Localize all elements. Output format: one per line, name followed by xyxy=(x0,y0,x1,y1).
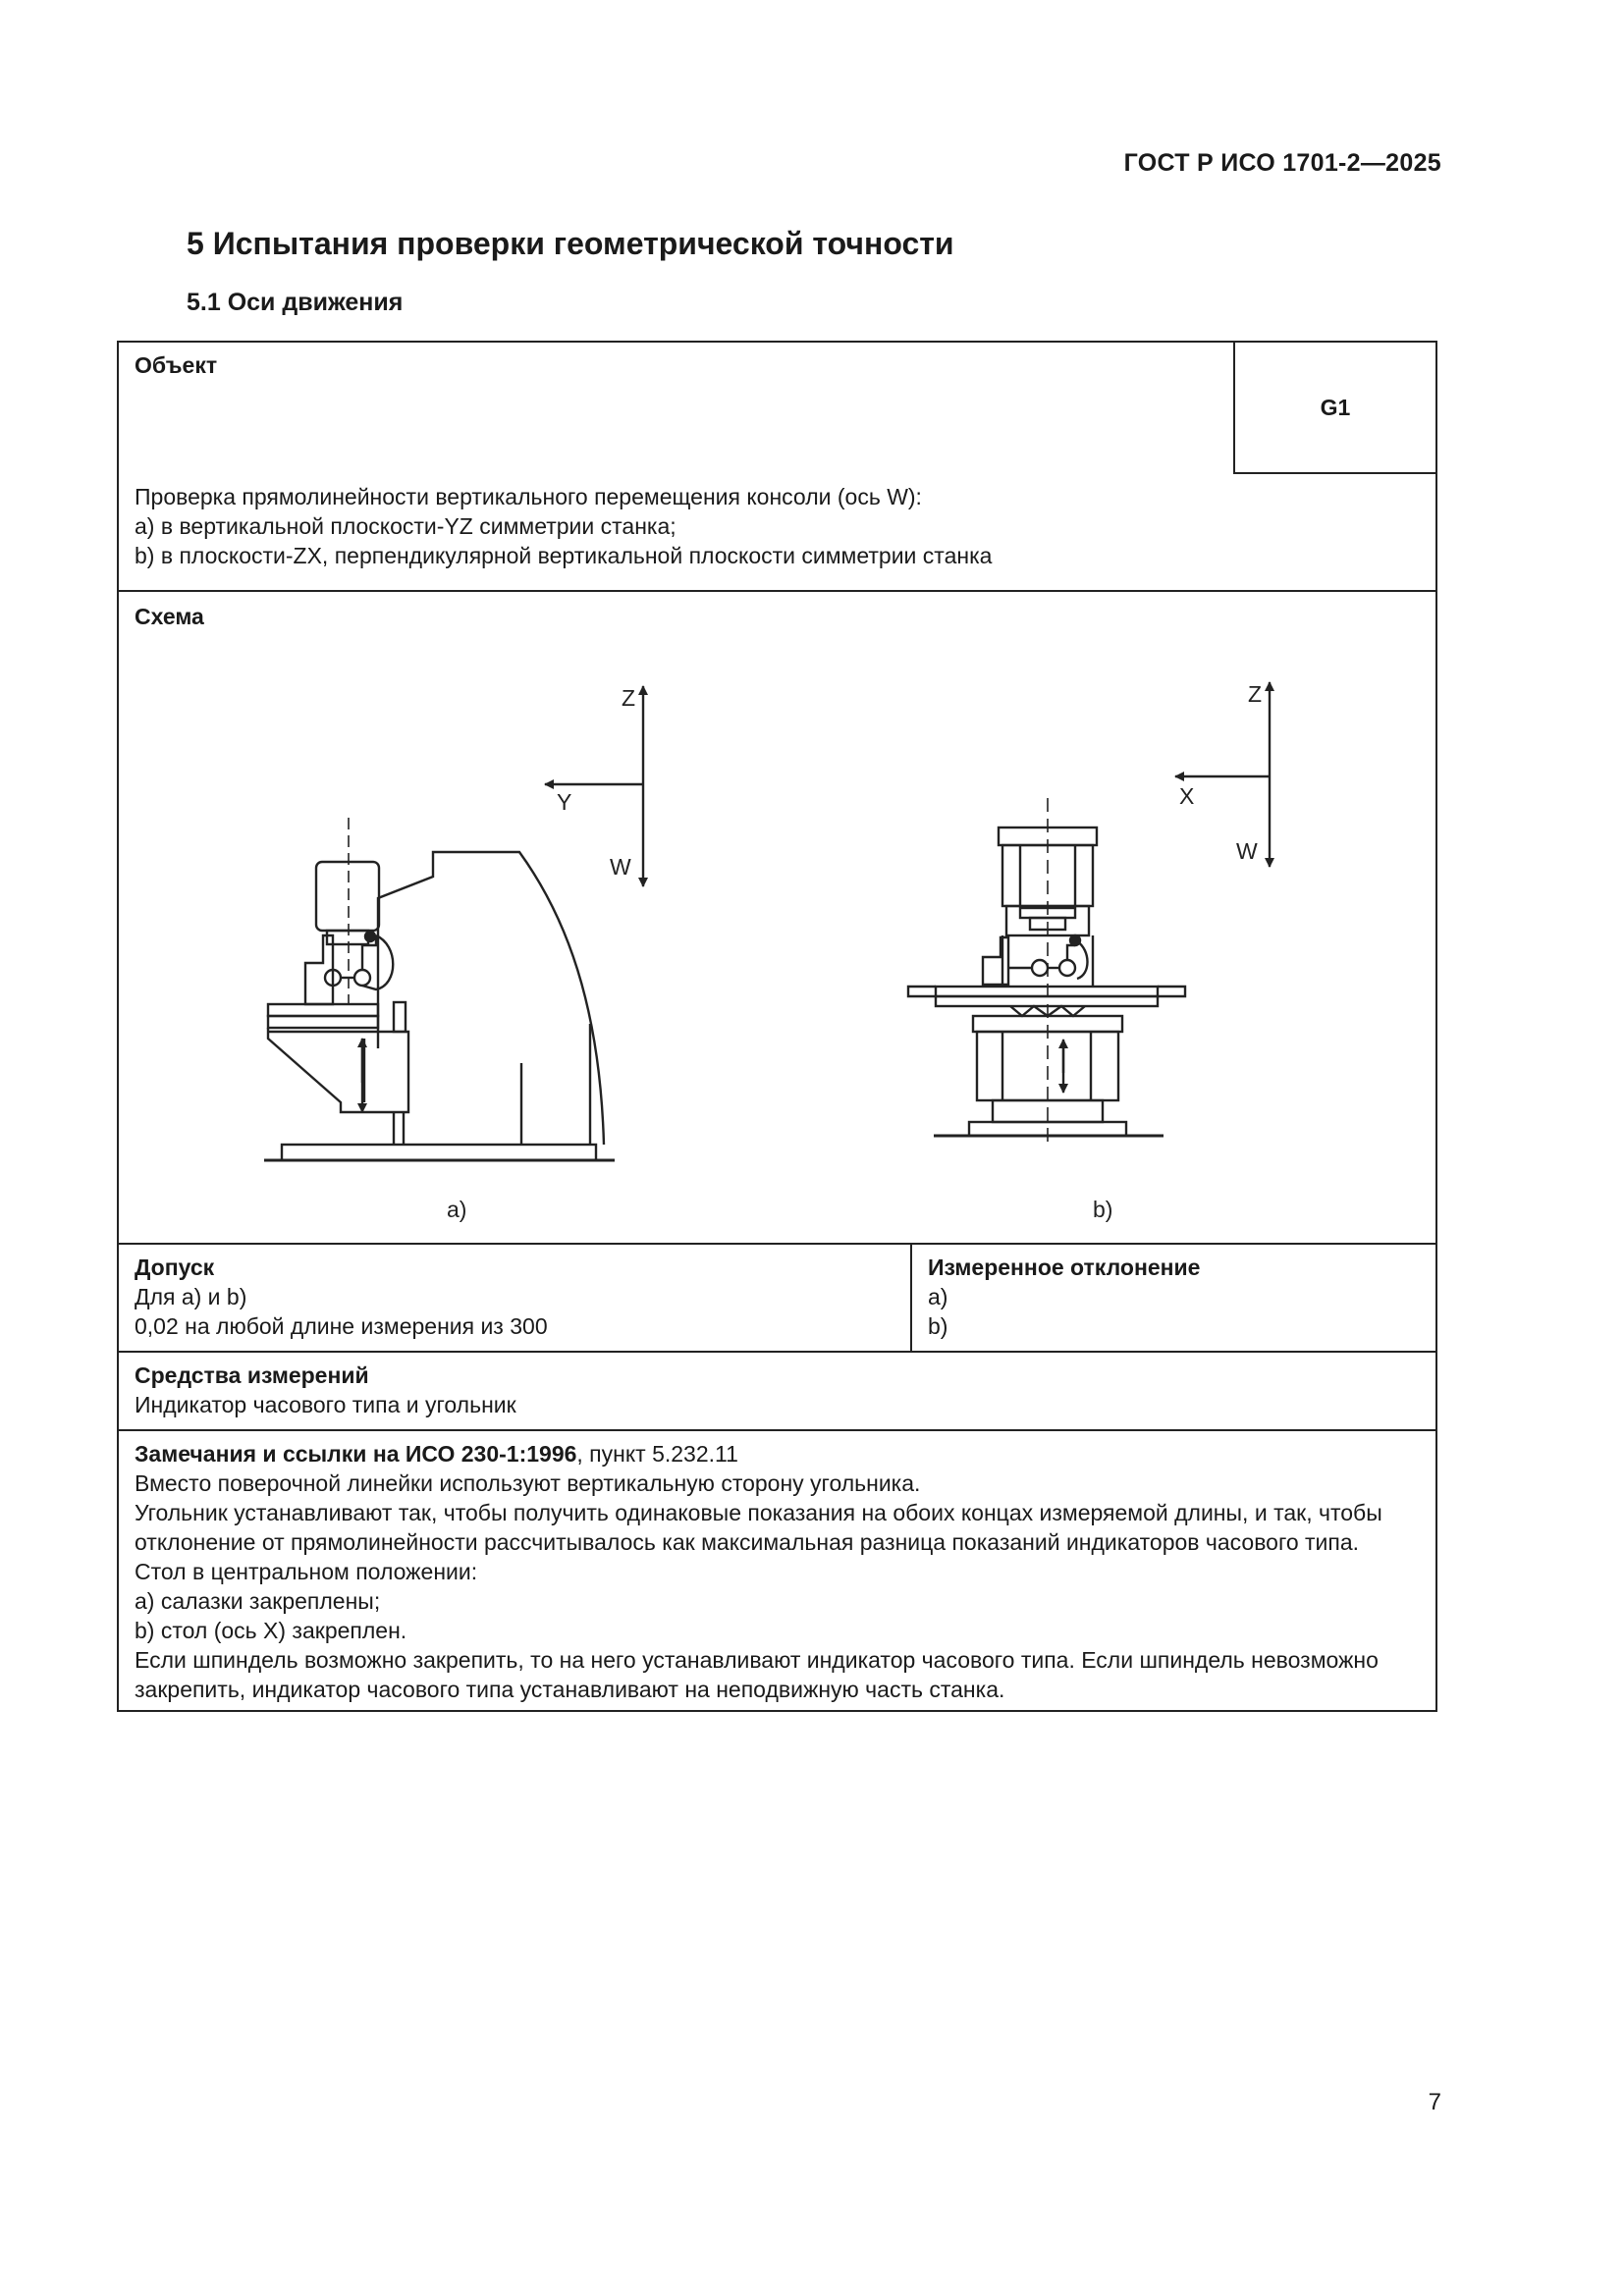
figure-b xyxy=(908,682,1270,1142)
notes-label: Замечания и ссылки на ИСО 230-1:1996 xyxy=(135,1441,577,1467)
document-code: ГОСТ Р ИСО 1701-2—2025 xyxy=(1123,149,1441,177)
scheme-drawing xyxy=(119,592,1435,1243)
machine-column-a xyxy=(378,852,604,1145)
object-description xyxy=(135,482,992,570)
axis-w-label-a: W xyxy=(610,854,631,880)
scheme-label: Схема xyxy=(135,604,204,629)
test-code-cell xyxy=(1233,343,1435,474)
table-and-knee-a xyxy=(268,1002,408,1145)
notes-line-5: b) стол (ось X) закреплен. xyxy=(135,1618,407,1643)
object-line-3: b) в плоскости-ZX, перпендикулярной вертикальной плоскости симметрии станка xyxy=(135,543,993,568)
figure-a-caption: a) xyxy=(447,1197,467,1222)
notes-line-4: a) салазки закреплены; xyxy=(135,1588,381,1614)
section-title: 5 Испытания проверки геометрической точности xyxy=(187,226,954,261)
axis-z-label-b: Z xyxy=(1248,681,1263,707)
notes-reference: , пункт 5.232.11 xyxy=(576,1441,738,1467)
instruments-label: Средства измерений xyxy=(135,1362,369,1388)
figure-b-caption: b) xyxy=(1093,1197,1113,1222)
notes-heading xyxy=(135,1439,1420,1468)
measured-b: b) xyxy=(928,1313,948,1339)
test-card-table xyxy=(117,341,1437,1712)
page-number: 7 xyxy=(1428,2089,1441,2115)
object-label: Объект xyxy=(135,352,218,378)
notes-line-6: Если шпиндель возможно закрепить, то на него устанавливают индикатор часового типа. Если шпиндель невозможно закрепить, индикатор часового типа устанавливают на неподвижную часть станка. xyxy=(135,1647,1379,1702)
axis-y-label-a: Y xyxy=(557,789,572,815)
notes-line-3: Стол в центральном положении: xyxy=(135,1559,478,1584)
instruments-row xyxy=(119,1351,1435,1429)
machine-base-a xyxy=(264,1145,615,1160)
object-row xyxy=(119,343,1435,590)
tolerance-line-2: 0,02 на любой длине измерения из 300 xyxy=(135,1313,548,1339)
work-table-b xyxy=(908,987,1185,1016)
object-line-1: Проверка прямолинейности вертикального перемещения консоли (ось W): xyxy=(135,484,922,509)
axis-z-label-a: Z xyxy=(622,685,636,711)
instruments-text: Индикатор часового типа и угольник xyxy=(135,1392,516,1417)
tolerance-cell xyxy=(119,1245,912,1351)
tolerance-label: Допуск xyxy=(135,1255,215,1280)
machine-base-b xyxy=(934,1122,1164,1136)
test-code: G1 xyxy=(1320,395,1351,420)
subsection-title: 5.1 Оси движения xyxy=(187,289,404,316)
object-line-2: a) в вертикальной плоскости-YZ симметрии станка; xyxy=(135,513,677,539)
tolerance-row xyxy=(119,1243,1435,1351)
measured-a: a) xyxy=(928,1284,948,1309)
scheme-row xyxy=(119,590,1435,1243)
notes-row xyxy=(119,1429,1435,1710)
measured-deviation-cell xyxy=(912,1245,1435,1351)
axis-x-label-b: X xyxy=(1179,783,1195,809)
axis-w-label-b: W xyxy=(1236,838,1258,864)
figure-a xyxy=(264,686,643,1160)
tolerance-line-1: Для a) и b) xyxy=(135,1284,247,1309)
square-and-indicator-b xyxy=(983,935,1088,985)
measured-label: Измеренное отклонение xyxy=(928,1255,1201,1280)
notes-line-2: Угольник устанавливают так, чтобы получить одинаковые показания на обоих концах измеряемой длины, и так, чтобы отклонение от прямолинейности рассчитывалось как максимальная разница показаний индикаторов часового типа. xyxy=(135,1500,1382,1555)
notes-line-1: Вместо поверочной линейки используют вертикальную сторону угольника. xyxy=(135,1470,921,1496)
